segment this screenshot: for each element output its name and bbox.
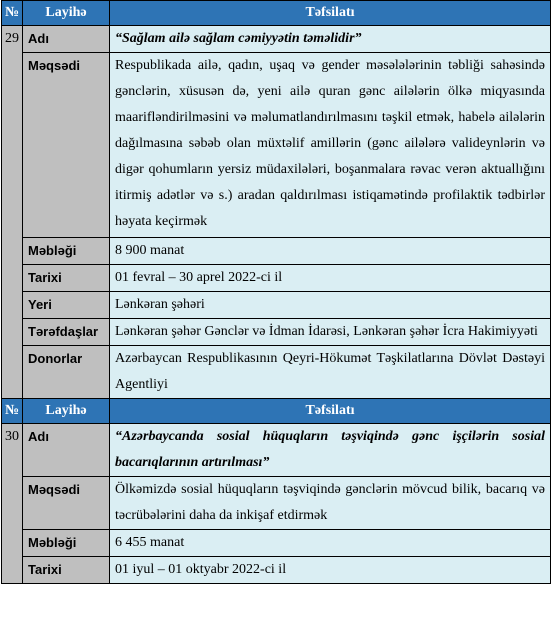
project-29-partners: Lənkəran şəhər Gənclər və İdman İdarəsi, Lənkəran şəhər İcra Hakimiyyəti	[110, 319, 551, 346]
header-details: Təfsilatı	[110, 399, 551, 424]
project-30-date-row	[2, 557, 551, 584]
project-29-title: “Sağlam ailə sağlam cəmiyyətin təməlidir”	[110, 26, 551, 53]
project-29-date: 01 fevral – 30 aprel 2022-ci il	[110, 265, 551, 292]
project-29-goal-row	[2, 53, 551, 238]
header-details: Təfsilatı	[110, 1, 551, 26]
table-header-repeat	[2, 399, 551, 424]
table-header	[2, 1, 551, 26]
project-29-place: Lənkəran şəhəri	[110, 292, 551, 319]
header-project: Layihə	[23, 399, 110, 424]
project-29-place-row	[2, 292, 551, 319]
project-29-amount-row	[2, 238, 551, 265]
donors-label: Donorlar	[23, 346, 110, 399]
project-30-goal-row	[2, 477, 551, 530]
date-label: Tarixi	[23, 557, 110, 584]
project-29-amount: 8 900 manat	[110, 238, 551, 265]
goal-label: Məqsədi	[23, 53, 110, 238]
amount-label: Məbləği	[23, 530, 110, 557]
project-29-number: 29	[2, 26, 23, 399]
project-30-goal: Ölkəmizdə sosial hüquqların təşviqində gənclərin mövcud bilik, bacarıq və təcrübələrini daha da inkişaf etdirmək	[110, 477, 551, 530]
project-29-partners-row	[2, 319, 551, 346]
project-30-number: 30	[2, 424, 23, 584]
name-label: Adı	[23, 26, 110, 53]
project-29-donors: Azərbaycan Respublikasının Qeyri-Hökumət Təşkilatlarına Dövlət Dəstəyi Agentliyi	[110, 346, 551, 399]
date-label: Tarixi	[23, 265, 110, 292]
header-number: №	[2, 399, 23, 424]
project-30-amount: 6 455 manat	[110, 530, 551, 557]
header-project: Layihə	[23, 1, 110, 26]
project-30-name-row	[2, 424, 551, 477]
project-29-name-row	[2, 26, 551, 53]
project-29-date-row	[2, 265, 551, 292]
project-30-title: “Azərbaycanda sosial hüquqların təşviqində gənc işçilərin sosial bacarıqlarının artırılması”	[110, 424, 551, 477]
project-29-goal: Respublikada ailə, qadın, uşaq və gender məsələlərinin təbliği sahəsində gənclərin, xüsusən də, yeni ailə quran gənc ailələrin ölkə miqyasında maarifləndirilməsini və məlumatlandırılmasını təşkil etmək, habelə ailələrin dağılmasına səbəb olan müxtəlif amillərin (gənc ailələrə valideynlərin və digər qohumların yersiz müdaxilələri, boşanmalara rəvac verən aktuallığını itirmiş adətlər və s.) aradan qaldırılması istiqamətində profilaktik tədbirlər həyata keçirmək	[110, 53, 551, 238]
header-number: №	[2, 1, 23, 26]
project-30-amount-row	[2, 530, 551, 557]
project-30-date: 01 iyul – 01 oktyabr 2022-ci il	[110, 557, 551, 584]
projects-table	[1, 0, 551, 584]
amount-label: Məbləği	[23, 238, 110, 265]
name-label: Adı	[23, 424, 110, 477]
partners-label: Tərəfdaşlar	[23, 319, 110, 346]
project-29-donors-row	[2, 346, 551, 399]
goal-label: Məqsədi	[23, 477, 110, 530]
place-label: Yeri	[23, 292, 110, 319]
